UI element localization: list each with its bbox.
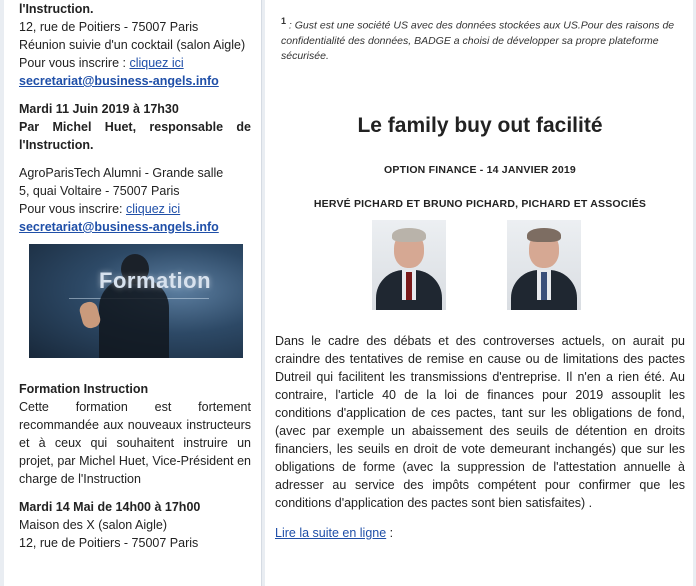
formation-heading: Formation Instruction [19,382,149,396]
formation-image-text: Formation [99,268,212,293]
author-photo-herve [372,220,446,310]
register-link[interactable]: cliquez ici [129,56,184,70]
formation-block [19,380,251,488]
event-2-venue: AgroParisTech Alumni - Grande salle [19,166,224,180]
article-source: OPTION FINANCE - 14 JANVIER 2019 [384,163,576,176]
event-1 [19,0,251,90]
article-body: Dans le cadre des débats et des controverses actuels, on aurait pu craindre des tentatives de remise en cause ou de limitations des pactes Dutreil qui facilitent les transmissions d'entreprise. Il n'en a rien été. Au contraire, l'article 40 de la loi de finances pour 2019 assouplit les conditions d'application de ces pactes, tant sur les obligations de fond, (avec par exemple un abaissement des seuils de détention en droits financiers, les seuils en droit de vote demeurant inchangés) que sur les obligations de forme (avec la suppression de l'attestation annuelle à adresser au service des impôts compétent pour confirmer que les conditions d'application des pactes sont bien satisfaites) . [275,333,685,510]
author-portraits [275,220,685,312]
article-authors: HERVÉ PICHARD ET BRUNO PICHARD, PICHARD ET ASSOCIÉS [313,197,647,210]
read-more: Lire la suite en ligne : [275,525,394,540]
event-3-date: Mardi 14 Mai de 14h00 à 17h00 [19,500,201,514]
footnote-text: : Gust est une société US avec des données stockées aux US.Pour des raisons de confidentialité des données, BADGE a choisi de développer sa propre plateforme sécurisée. [281,19,675,62]
event-1-address: 12, rue de Poitiers - 75007 Paris [19,20,199,34]
author-photo-bruno [507,220,581,310]
event-2-speaker-line-1: Par Michel Huet, responsable de [19,120,251,134]
register-prefix: Pour vous inscrire : [19,56,130,70]
event-2-speaker-line-2: l'Instruction. [19,138,94,152]
event-3 [19,498,251,552]
email-link[interactable]: secretariat@business-angels.info [19,74,219,88]
event-2-address: 5, quai Voltaire - 75007 Paris [19,184,180,198]
email-link[interactable]: secretariat@business-angels.info [19,220,219,234]
event-1-title-tail: l'Instruction. [19,2,94,16]
event-1-note: Réunion suivie d'un cocktail (salon Aigle) [19,38,246,52]
event-3-address: 12, rue de Poitiers - 75007 Paris [19,536,199,550]
read-more-link[interactable]: Lire la suite en ligne [275,525,387,540]
article-title: Le family buy out facilité [357,113,603,137]
event-3-venue: Maison des X (salon Aigle) [19,518,167,532]
right-column [265,0,693,586]
event-2-date: Mardi 11 Juin 2019 à 17h30 [19,102,179,116]
footnote-number: 1 [281,16,287,26]
footnote [275,14,685,64]
formation-text: Cette formation est fortement recommandée aux nouveaux instructeurs et à ceux qui souhaitent instruire un projet, par Michel Huet, Vice-Président en charge de l'Instruction [19,400,251,486]
event-2 [19,100,251,236]
register-prefix: Pour vous inscrire: [19,202,126,216]
formation-image[interactable] [29,244,243,358]
register-link[interactable]: cliquez ici [125,202,181,216]
event-1-register [19,54,251,72]
event-2-register [19,200,251,218]
left-column [4,0,262,586]
